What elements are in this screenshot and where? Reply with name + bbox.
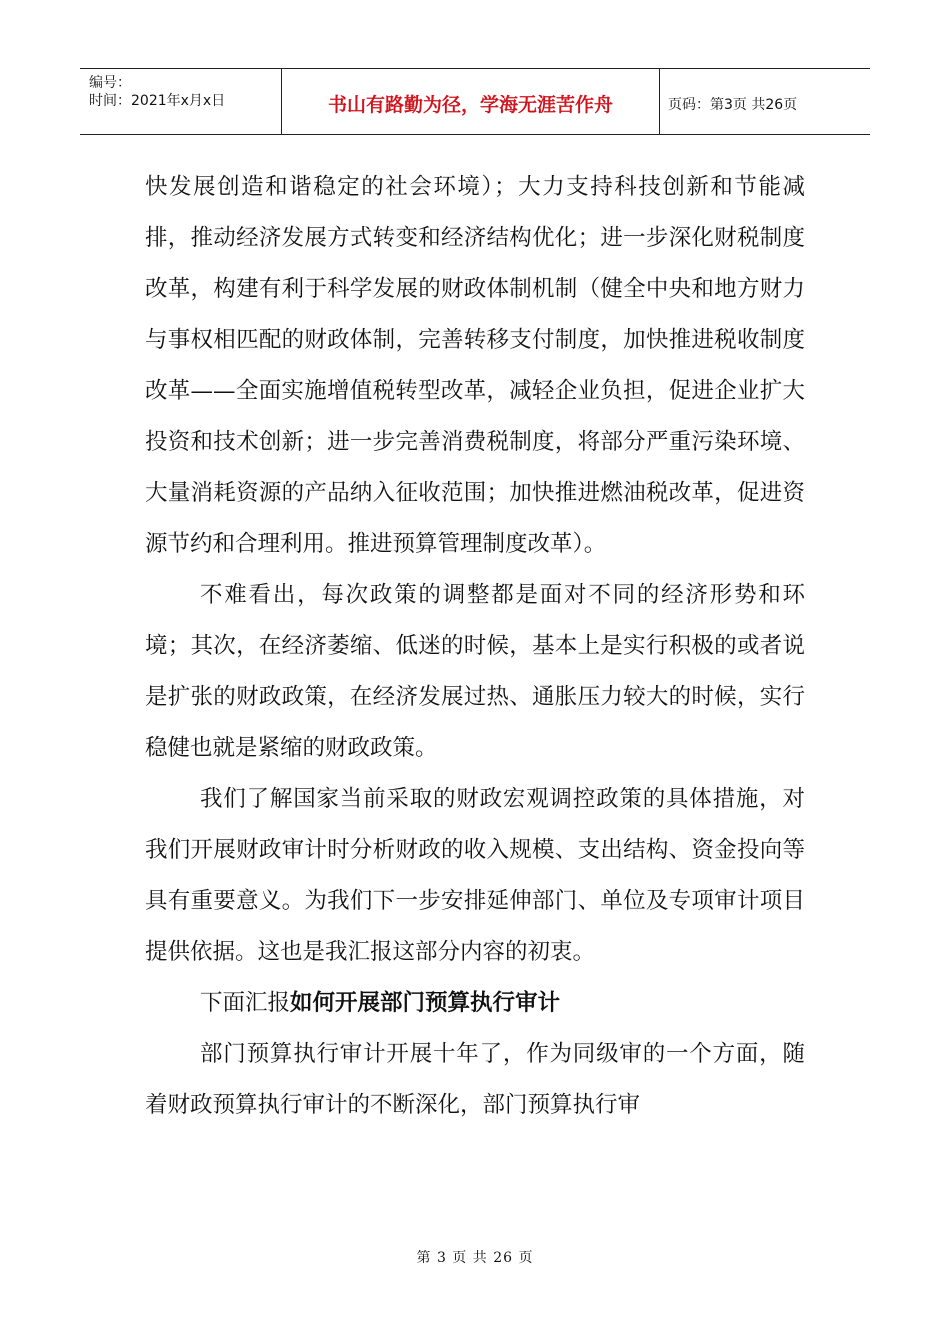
paragraph-1: 快发展创造和谐稳定的社会环境）；大力支持科技创新和节能减排，推动经济发展方式转变和经济结构优化；进一步深化财税制度改革，构建有利于科学发展的财政体制机制（健全中央和地方财力与事权相匹配的财政体制，完善转移支付制度，加快推进税收制度改革——全面实施增值税转型改革，减轻企业负担，促进企业扩大投资和技术创新；进一步完善消费税制度，将部分严重污染环境、大量消耗资源的产品纳入征收范围；加快推进燃油税改革，促进资源节约和合理利用。推进预算管理制度改革）。 [145,174,805,557]
section-heading [145,978,805,1029]
footer-page-number: 第 3 页 共 26 页 [416,1250,534,1266]
header-meta [80,69,282,134]
paragraph-2: 不难看出，每次政策的调整都是面对不同的经济形势和环境；其次，在经济萎缩、低迷的时候，基本上是实行积极的或者说是扩张的财政政策，在经济发展过热、通胀压力较大的时候，实行稳健也就是紧缩的财政政策。 [145,582,805,761]
section-heading-prefix: 下面汇报 [200,990,291,1016]
document-time-label: 时间：2021年x月x日 [89,93,226,109]
document-body [145,162,805,1131]
page-footer [0,1247,950,1267]
paragraph-3: 我们了解国家当前采取的财政宏观调控政策的具体措施，对我们开展财政审计时分析财政的收入规模、支出结构、资金投向等具有重要意义。为我们下一步安排延伸部门、单位及专项审计项目提供依据。这也是我汇报这部分内容的初衷。 [145,786,805,965]
header-page-number: 页码：第3页 共26页 [668,96,798,113]
section-heading-title: 如何开展部门预算执行审计 [290,990,561,1016]
document-number-label: 编号： [89,75,131,91]
paragraph-4: 部门预算执行审计开展十年了，作为同级审的一个方面，随着财政预算执行审计的不断深化，部门预算执行审 [145,1041,805,1118]
page-header [80,68,870,135]
header-motto: 书山有路勤为径，学海无涯苦作舟 [282,69,660,134]
